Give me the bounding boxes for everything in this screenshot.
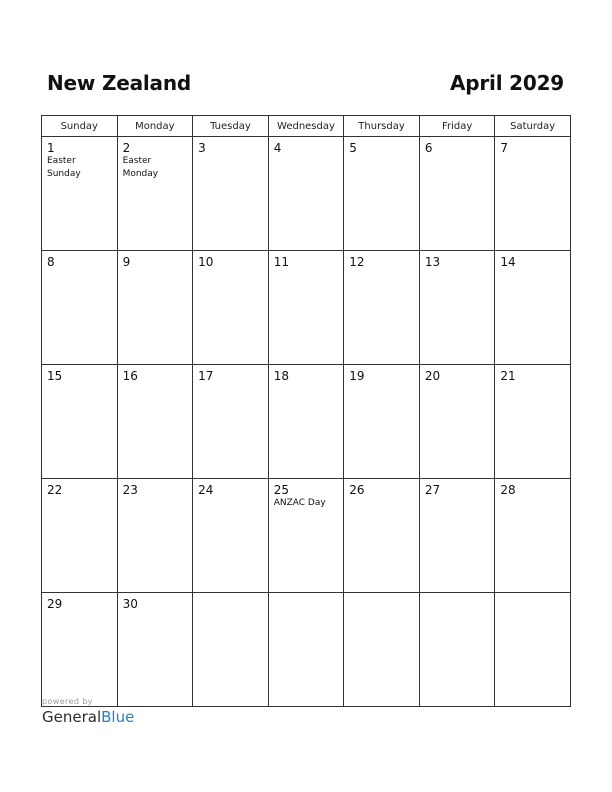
empty-day-cell bbox=[495, 593, 571, 707]
day-cell bbox=[117, 365, 193, 479]
brand-name-blue: Blue bbox=[101, 708, 135, 726]
day-number: 20 bbox=[424, 369, 441, 383]
day-number: 5 bbox=[349, 141, 357, 155]
day-number: 19 bbox=[349, 369, 365, 383]
day-number: 1 bbox=[47, 141, 55, 155]
holiday-label: Easter Sunday bbox=[47, 156, 81, 179]
day-number: 4 bbox=[273, 141, 282, 155]
empty-day-cell bbox=[193, 593, 269, 707]
empty-day-cell bbox=[419, 593, 495, 707]
day-number: 21 bbox=[500, 369, 516, 383]
day-number: 22 bbox=[47, 483, 63, 497]
day-cell bbox=[344, 251, 420, 365]
calendar-grid bbox=[41, 115, 571, 707]
day-number: 14 bbox=[500, 255, 516, 269]
day-cell bbox=[117, 251, 193, 365]
brand-name-general: General bbox=[42, 708, 102, 726]
day-cell bbox=[344, 479, 420, 593]
day-number: 13 bbox=[424, 255, 441, 269]
holiday-label: ANZAC Day bbox=[273, 498, 326, 508]
day-cell bbox=[117, 479, 193, 593]
powered-by-text: powered by bbox=[42, 697, 93, 706]
day-number: 16 bbox=[122, 369, 138, 383]
day-cell bbox=[495, 479, 571, 593]
weekday-header: Thursday bbox=[344, 116, 420, 137]
day-cell bbox=[344, 137, 420, 251]
weekday-header: Tuesday bbox=[193, 116, 269, 137]
day-number: 3 bbox=[198, 141, 206, 155]
day-cell bbox=[344, 365, 420, 479]
day-cell bbox=[42, 593, 118, 707]
day-number: 26 bbox=[349, 483, 365, 497]
week-row bbox=[42, 365, 571, 479]
day-number: 8 bbox=[47, 255, 55, 269]
week-row bbox=[42, 251, 571, 365]
day-cell bbox=[419, 365, 495, 479]
day-number: 28 bbox=[500, 483, 516, 497]
weekday-header-row bbox=[42, 116, 571, 137]
day-number: 9 bbox=[122, 255, 131, 269]
weekday-header: Friday bbox=[419, 116, 495, 137]
day-cell bbox=[193, 479, 269, 593]
day-cell bbox=[42, 479, 118, 593]
empty-day-cell bbox=[268, 593, 344, 707]
weekday-header: Saturday bbox=[495, 116, 571, 137]
month-year-title: April 2029 bbox=[450, 71, 564, 95]
day-cell bbox=[495, 365, 571, 479]
weekday-header: Monday bbox=[117, 116, 193, 137]
day-number: 25 bbox=[273, 483, 289, 497]
day-number: 10 bbox=[198, 255, 214, 269]
day-cell bbox=[117, 137, 193, 251]
empty-day-cell bbox=[344, 593, 420, 707]
day-cell bbox=[193, 251, 269, 365]
day-cell bbox=[193, 365, 269, 479]
day-number: 24 bbox=[198, 483, 214, 497]
day-number: 17 bbox=[198, 369, 214, 383]
week-row bbox=[42, 479, 571, 593]
day-cell bbox=[268, 365, 344, 479]
day-cell bbox=[419, 251, 495, 365]
footer-branding bbox=[42, 697, 134, 726]
day-number: 23 bbox=[122, 483, 138, 497]
day-number: 6 bbox=[424, 141, 433, 155]
week-row bbox=[42, 137, 571, 251]
day-number: 18 bbox=[273, 369, 289, 383]
week-row bbox=[42, 593, 571, 707]
day-cell bbox=[42, 251, 118, 365]
day-number: 11 bbox=[273, 255, 289, 269]
day-cell bbox=[117, 593, 193, 707]
day-cell bbox=[268, 479, 344, 593]
day-cell bbox=[268, 251, 344, 365]
day-number: 27 bbox=[424, 483, 441, 497]
weekday-header: Wednesday bbox=[268, 116, 344, 137]
day-number: 15 bbox=[47, 369, 63, 383]
day-cell bbox=[42, 137, 118, 251]
day-number: 29 bbox=[47, 597, 63, 611]
day-cell bbox=[419, 137, 495, 251]
day-number: 12 bbox=[349, 255, 365, 269]
day-cell bbox=[419, 479, 495, 593]
day-cell bbox=[268, 137, 344, 251]
day-number: 2 bbox=[122, 141, 131, 155]
holiday-label: Easter Monday bbox=[122, 156, 159, 179]
day-number: 30 bbox=[122, 597, 138, 611]
day-cell bbox=[193, 137, 269, 251]
weekday-header: Sunday bbox=[42, 116, 118, 137]
country-title: New Zealand bbox=[47, 71, 192, 95]
day-cell bbox=[42, 365, 118, 479]
day-cell bbox=[495, 137, 571, 251]
brand-logo bbox=[42, 708, 134, 726]
day-number: 7 bbox=[500, 141, 509, 155]
day-cell bbox=[495, 251, 571, 365]
